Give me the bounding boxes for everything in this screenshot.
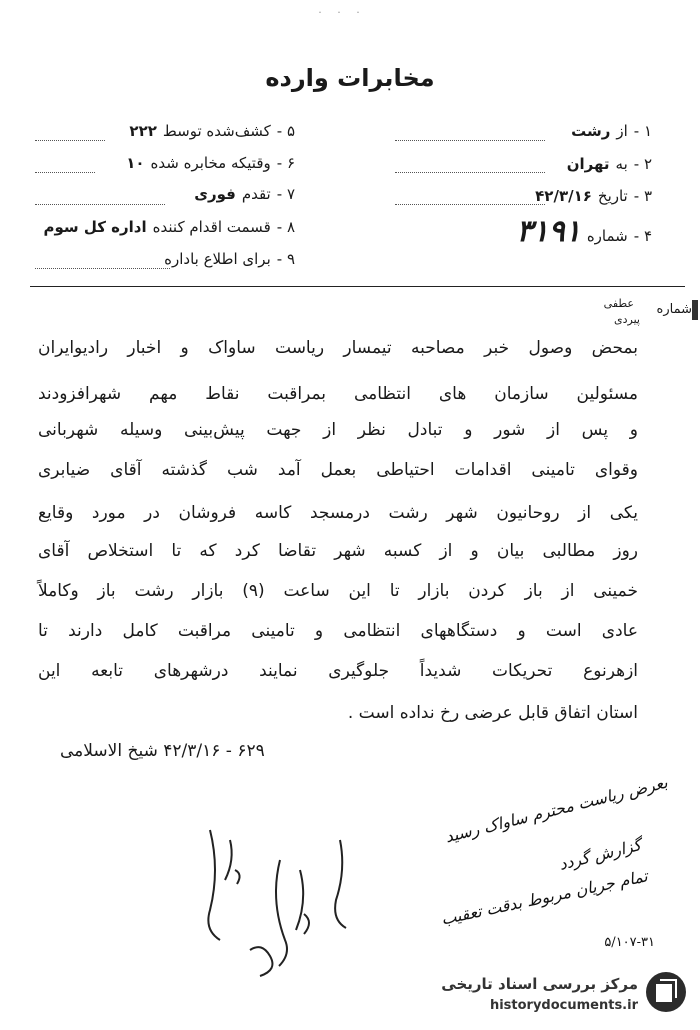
field-number: ۸ - (276, 218, 295, 236)
body-line: یکی از روحانیون شهر رشت درمسجد کاسه فروشان در مورد وقایع (38, 503, 638, 523)
field-sent-time (126, 154, 295, 172)
signature-line: ۶۲۹ - ۴۲/۳/۱۶ شیخ الاسلامی (60, 741, 265, 761)
field-number: ۷ - (276, 185, 295, 203)
dotted-line (35, 172, 95, 173)
watermark-text: مرکز بررسی اسناد تاریخی (441, 975, 638, 993)
field-label: کشف‌شده توسط (162, 122, 271, 140)
body-line: خمینی از باز کردن بازار تا این ساعت (۹) بازار رشت باز وکاملاً (38, 581, 638, 601)
field-value: تهران (566, 155, 610, 173)
field-number-row (516, 214, 652, 249)
handwritten-code: ۵/۱۰۷-۳۱ (604, 935, 655, 950)
body-line: مسئولین سازمان های انتظامی بمراقبت نقاط مهم شهرافزودند (38, 384, 638, 404)
field-from (571, 122, 652, 140)
field-number: ۶ - (276, 154, 295, 172)
body-line: روز مطالبی بیان و از کسبه شهر تقاضا کرد که تا استخلاص آقای (38, 541, 638, 561)
field-number: ۳ - (633, 187, 652, 205)
field-action-section (43, 218, 295, 236)
header-divider (30, 286, 685, 287)
dotted-line (35, 268, 170, 269)
document-title: مخابرات وارده (265, 64, 435, 92)
field-value: رشت (571, 122, 611, 140)
field-label: وقتیکه مخابره شده (150, 154, 271, 172)
dotted-line (395, 204, 545, 205)
field-label: به (615, 155, 628, 173)
body-line: وقوای تامینی اقدامات احتیاطی بعمل آمد شب گذشته آقای ضیابری (38, 460, 638, 480)
field-number: ۹ - (276, 250, 295, 268)
field-value: اداره کل سوم (43, 218, 147, 236)
body-line: عادی است و دستگاههای انتظامی و تامینی مراقبت کامل دارند تا (38, 621, 638, 641)
handwritten-note: گزارش گردد (557, 835, 644, 874)
field-label: برای اطلاع باداره (164, 250, 271, 268)
dotted-line (35, 140, 105, 141)
field-label: تقدم (241, 185, 271, 203)
field-number: ۲ - (633, 155, 652, 173)
field-priority (194, 185, 295, 203)
field-to (567, 155, 652, 173)
field-value: ۴۲/۳/۱۶ (535, 187, 592, 205)
body-line: استان اتفاق قابل عرضی رخ نداده است . (347, 703, 638, 723)
field-value: ۲۲۲ (129, 122, 157, 140)
handwritten-note: تمام جریان مربوط بدقت تعقیب (439, 866, 650, 929)
field-number: ۱ - (633, 122, 652, 140)
reference-line-2: پیردی (614, 313, 640, 326)
field-label: تاریخ (597, 187, 628, 205)
field-number: ۵ - (276, 122, 295, 140)
dotted-line (35, 204, 165, 205)
reference-label: شماره (656, 302, 692, 317)
margin-mark (692, 300, 698, 320)
reference-line-1: عطفی (603, 297, 634, 310)
handwritten-signatures (190, 800, 390, 990)
body-line: بمحض وصول خبر مصاحبه تیمسار ریاست ساواک و اخبار رادیوایران (38, 338, 638, 358)
field-for-info (158, 250, 295, 268)
field-label: قسمت اقدام کننده (152, 218, 271, 236)
body-line: و پس از شور و تبادل نظر از جهت پیش‌بینی وسیله شهربانی (38, 420, 638, 440)
archive-logo-icon (644, 970, 688, 1014)
field-label: شماره (586, 227, 628, 245)
dotted-line (395, 172, 545, 173)
watermark-url: historydocuments.ir (489, 998, 638, 1013)
field-value: ۱۰ (126, 154, 145, 172)
header-faint-mark: · · · (318, 6, 366, 19)
field-value: فوری (194, 185, 236, 203)
handwritten-number: ۳۱۹۱ (516, 214, 581, 249)
field-label: از (616, 122, 628, 140)
field-number: ۴ - (633, 227, 652, 245)
field-date (535, 187, 652, 205)
dotted-line (395, 140, 545, 141)
body-line: ازهرنوع تحریکات شدیداً جلوگیری نمایند درشهرهای تابعه این (38, 661, 638, 681)
field-decoded-by (129, 122, 295, 140)
handwritten-note: بعرض ریاست محترم ساواک رسید (442, 772, 669, 847)
